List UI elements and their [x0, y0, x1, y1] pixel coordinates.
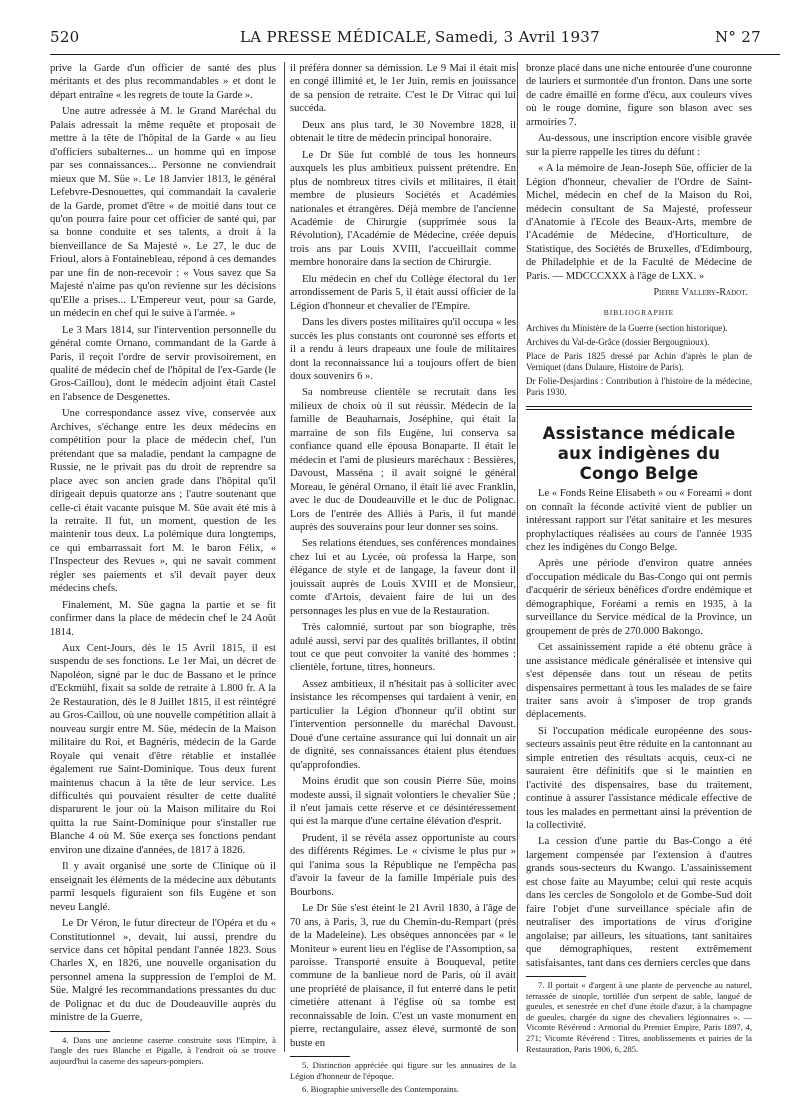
paragraph: Cet assainissement rapide a été obtenu grâce à une assistance médicale généralisée et intensive qui s'est dépensée dans tout un réseau de petits dispensaires permettant à tous les malades de se faire traiter sans avoir à s'imposer de trop grands déplacements. — [526, 642, 752, 721]
paragraph: bronze placé dans une niche entourée d'une couronne de lauriers et surmontée d'un fronton. Dans une sorte de cadre émaillé en forme d'écu, aux couleurs vives où le rouge domine, figure son blason avec ses armoiries 7. — [526, 63, 752, 128]
bibliography-heading: BIBLIOGRAPHIE — [603, 307, 675, 317]
column-divider-1 — [284, 62, 285, 1052]
paragraph: Si l'occupation médicale européenne des sous-secteurs assainis peut être réduite en la cantonnant au simple entretien des résultats acquis, ceux-ci ne sauraient être définitifs que si le maintien en l'activité des dispensaires, base du traitement, continue à assurer l'assistance médicale effective de tous les malades en permettant ainsi la prévention de la collectivité. — [526, 725, 752, 832]
paragraph: Le Dr Süe fut comblé de tous les honneurs auxquels les plus ambitieux puissent prétendre. En plus de nombreux titres civils et militaires, il était membre de plusieurs Sociétés et Académies nationales et étrangères. Déjà membre de l'ancienne Académie de Chirurgie (supprimée sous la Révolution), l'Académie de Médecine, créée depuis trois ans par Louis XVIII, l'accueillait comme membre honoraire dans la section de Chirurgie. — [290, 149, 516, 269]
paragraph: prive la Garde d'un officier de santé des plus méritants et des plus recommandables » et dont le départ entraîne « les regrets de toute la Garde ». — [50, 63, 276, 101]
footnote-rule — [50, 1031, 110, 1032]
article-title: Assistance médicale aux indigènes du Congo Belge — [542, 424, 736, 484]
paragraph: Prudent, il se révéla assez opportuniste au cours des différents Régimes. Le « civisme le plus pur » qui l'anima sous la République ne l'empêcha pas d'avoir la faveur de la famille Impériale puis des Bourbons. — [290, 832, 516, 898]
paragraph: Aux Cent-Jours, dès le 15 Avril 1815, il est suspendu de ses fonctions. Le 1er Mai, un décret de Napoléon, signé par le duc de Bassano et le prince d'Eckmühl, fixait sa solde de retraite à 1.800 fr. A la 2e Restauration, dès le 8 Juillet 1815, il est réintégré au Gros-Caillou, où une nouvelle compétition allait à nouveau surgir entre M. Süe, médecin de la Maison militaire du Roi, et Bagnéris, médecin de la Garde Royale qui venait d'être rétablie et installée également rue Saint-Dominique. Tous deux furent maintenus chacun à la tête de leur service. Les difficultés qui pouvaient résulter de cette dualité disparurent le jour où la Maison militaire du Roi quitta la rue Saint-Dominique pour s'installer rue Blanche 4 où M. Süe exerça ses fonctions pendant environ une dizaine d'années, de 1817 à 1826. — [50, 643, 276, 856]
footnote: 4. Dans une ancienne caserne construite sous l'Empire, à l'angle des rues Blanche et Pigalle, à l'endroit où se trouve aujourd'hui la caserne des sapeurs-pompiers. — [50, 1034, 276, 1066]
paragraph: Il y avait organisé une sorte de Clinique où il enseignait les éléments de la médecine aux débutants parmi lesquels figuraient son fils Eugène et son neveu Langlé. — [50, 861, 276, 913]
page-number: 520 — [50, 28, 80, 46]
paragraph: Une correspondance assez vive, conservée aux Archives, s'échange entre les deux médecins en compétition pour la place de médecin chef, l'un prétendant que sa maladie, pendant la campagne de Russie, ne le privait pas du droit de reprendre sa place avec son ancien grade dans l'hôpital qu'il dirigeait depuis quatorze ans ; l'autre soutenant que celle-ci était vacante puisque M. Süe avait été mis à la retraite. Il fut, un moment, question de les maintenir tous deux. La polémique dura longtemps, ce qui embarrassait fort M. le baron Félix, « l'Inspecteur des Revues », qui ne savait comment régler ses paiements et s'il devait payer deux médecins chefs. — [50, 408, 276, 595]
column-3 — [526, 62, 752, 1057]
paragraph: Le « Fonds Reine Elisabeth » ou « Foreami » dont on connaît la féconde activité vient de publier un intéressant rapport sur l'état sanitaire et les mesures prophylactiques réalisées au cours de l'année 1935 chez les indigènes du Congo Belge. — [526, 488, 752, 553]
paragraph: Moins érudit que son cousin Pierre Süe, moins modeste aussi, il signait volontiers le chevalier Süe ; il n'eut jamais cette réserve et ce désintéressement qui est la marque d'une certaine élévation d'esprit. — [290, 776, 516, 828]
paragraph: Une autre adressée à M. le Grand Maréchal du Palais adressait la même requête et proposait de mettre à la tête de l'hôpital de la Garde « au lieu d'officiers subalternes... un homme qui en impose par ses connaissances... Personne ne conviendrait mieux que M. Süe ». Le 18 Janvier 1813, le général Lefebvre-Desnouettes, qui commandait la cavalerie de la Garde, promet d'être « de moitié dans tout ce qu'on pourra faire pour cet officier de santé qui, par sa bonne conduite et ses talents, a droit à la bienveillance de Sa Majesté ». Le 27, le duc de Frioul, alors à Fontainebleau, répond à ces demandes par une fin de non-recevoir : « Vous savez que Sa Majesté n'aime pas qu'on revienne sur les décisions qu'Elle a prises... L'Empereur veut, pour sa Garde, un médecin en chef qui le suive à l'armée. » — [50, 106, 276, 320]
footnote: 6. Biographie universelle des Contemporains. — [302, 1084, 460, 1095]
column-divider-2 — [517, 62, 518, 1052]
paragraph: Finalement, M. Süe gagna la partie et se fit confirmer dans la place de médecin chef le 24 Août 1814. — [50, 599, 276, 638]
paragraph: Assez ambitieux, il n'hésitait pas à solliciter avec insistance les récompenses qui tardaient à venir, en particulier la Légion d'honneur qu'il obtint sur l'intervention personnelle du maréchal Davoust. Doué d'une certaine assurance qui lui donnait un air de dignité, ses connaissances étaient plus étendues qu'approfondies. — [290, 678, 516, 771]
journal-title: LA PRESSE MÉDICALE, — [240, 28, 432, 46]
issue-number: N° 27 — [715, 28, 761, 46]
column-1 — [50, 62, 276, 1070]
column-2 — [290, 62, 516, 1098]
section-rule — [526, 406, 752, 407]
footnote-rule — [290, 1056, 350, 1057]
paragraph: Le Dr Süe s'est éteint le 21 Avril 1830, à l'âge de 70 ans, à Paris, 3, rue du Chemin-du-Rempart (près de la Madeleine). Les obsèques annoncées par « le Moniteur » eurent lieu en l'église de l'Assomption, sa paroisse. Transporté ensuite à Bouqueval, petite commune de la banlieue nord de Paris, où il avait une propriété de plaisance, il fut enterré dans le petit cimetière attenant à l'église où sa tombe est reconnaissable de loin. C'est un vaste monument en pierre, rectangulaire, assez élevé, surmonté de son buste en — [290, 903, 516, 1049]
footnote-rule — [526, 976, 586, 977]
paragraph: Au-dessous, une inscription encore visible gravée sur la pierre rappelle les titres du défunt : — [526, 133, 752, 158]
footnote: 5. Distinction appréciée qui figure sur les annuaires de la Légion d'honneur de l'époque. — [290, 1060, 516, 1081]
paragraph: La cession d'une partie du Bas-Congo a été largement compensée par l'extension à d'autres grands sous-secteurs du Kwango. L'assainissement est chose faite au Mayumbe; celui qui reste acquis dans les cercles de Songololo et de Gombe-Sud doit faire l'objet d'une surveillance spéciale afin de neutraliser des importations de virus d'origine angolaise; par ailleurs, les situations, tant sanitaires que démographiques, restent extrêmement satisfaisantes, tant dans ces derniers cercles que dans — [526, 836, 752, 969]
issue-date: Samedi, 3 Avril 1937 — [435, 28, 600, 46]
paragraph: il préféra donner sa démission. Le 9 Mai il était mis en congé illimité et, le 1er Juin, remis en jouissance de sa pension de retraite. C'est le Dr Vitrac qui lui succéda. — [290, 63, 516, 115]
paragraph: Après une période d'environ quatre années d'occupation médicale du Bas-Congo qui ont permis d'acquérir de sérieux bénéfices d'ordre endémique et démographique, Foréami a remis en 1935, à la surveillance du Service médical de la Province, un groupement de près de 270.000 Bakongo. — [526, 558, 752, 637]
paragraph: Ses relations étendues, ses conférences mondaines chez lui et au Lycée, où professa la Harpe, son élégance de style et de langage, la faveur dont il jouissait auprès de Louis XVIII et de Monsieur, comte d'Artois, devaient faire de lui un des personnages les plus en vue de la Restauration. — [290, 538, 516, 617]
inscription-quote: « A la mémoire de Jean-Joseph Süe, officier de la Légion d'honneur, chevalier de l'Ordre de Saint-Michel, médecin en chef de la Maison du Roi, médecin consultant de Sa Majesté, professeur d'Anatomie à l'Ecole des Beaux-Arts, membre de l'Académie de Médecine, d'Horticulture, de Statistique, des Sociétés de Bruxelles, d'Edimbourg, de Philadelphie et de la Faculté de Médecine de Paris. — MDCCCXXX à l'âge de LXX. » — [526, 163, 752, 282]
paragraph: Le Dr Véron, le futur directeur de l'Opéra et du « Constitutionnel », devait, lui aussi, prendre du service dans cet hôpital pendant l'année 1823. Sous Charles X, en 1826, une nouvelle organisation du personnel amena la suppression de l'emploi de M. Süe. Malgré les recommandations pressantes du duc de Polignac et du duc de Doudeauville auprès du ministre de la Guerre, — [50, 918, 276, 1024]
paragraph: Très calomnié, surtout par son biographe, très adulé aussi, servi par des qualités brillantes, il obtint tout ce que peut convoiter la vanité des hommes : clientèle, fortune, titres, honneurs. — [290, 622, 516, 674]
paragraph: Elu médecin en chef du Collège électoral du 1er arrondissement de Paris 5, il était aussi officier de la Légion d'honneur et chevalier de l'Empire. — [290, 273, 516, 312]
header-rule — [50, 54, 780, 55]
bibliography-entry: Archives du Val-de-Grâce (dossier Bergougnioux). — [526, 337, 710, 348]
bibliography-entry: Place de Paris 1825 dressé par Achin d'après le plan de Verniquet (dans Dulaure, Histoire de Paris). — [526, 351, 752, 373]
paragraph: Le 3 Mars 1814, sur l'intervention personnelle du général comte Ornano, commandant de la Garde à Paris, il reçoit l'ordre de servir provisoirement, en qualité de médecin chef de l'hôpital de l'ex-Garde (le Gros-Caillou), dont le médecin adjoint était Castel en l'absence de Desgenettes. — [50, 324, 276, 403]
paragraph: Dans les divers postes militaires qu'il occupa « les succès les plus constants ont couronné ses efforts et il a rendu à leurs drapeaux une foule de militaires dont la reconnaissance lui a toujours offert de bien doux souvenirs 6 ». — [290, 317, 516, 382]
footnote: 7. Il portait « d'argent à une plante de pervenche au naturel, terrassée de sinople, tortillée d'un serpent de sable, langué de gueules, et senestrée en chef d'une étoile d'azur, à la champagne de gueules, chargée du signe des chevaliers légionnaires ». — Vicomte Révérend : Armorial du Premier Empire, Paris 1897, 4, 271; Vicomte Révérend : Titres, anoblissements et pairies de la Restauration, Paris 1906, 6, 285. — [526, 980, 752, 1054]
paragraph: Sa nombreuse clientèle se recrutait dans les milieux de choix où il sut réussir. Médecin de la famille de Beauharnais, Joséphine, qui était la marraine de son fils Eugène, lui conserva sa confiance quand elle épousa Bonaparte. Il était le médecin et l'ami de plusieurs maréchaux : Bessières, Davoust, Masséna ; il avait soigné le général Moreau, le général Ornano, il était lié avec Franklin, avec le duc de Doudeauville et le duc de Polignac. Lors de l'entrée des Alliés à Paris, il fut mandé auprès des souverains pour leur donner ses soins. — [290, 387, 516, 533]
paragraph: Deux ans plus tard, le 30 Novembre 1828, il obtenait le titre de médecin principal honoraire. — [290, 119, 516, 145]
page-header — [50, 28, 780, 52]
bibliography-entry: Archives du Ministère de la Guerre (section historique). — [526, 323, 728, 334]
author-signature: Pierre Vallery-Radot. — [653, 287, 748, 299]
section-rule — [526, 409, 752, 410]
bibliography-entry: Dr Folie-Desjardins : Contribution à l'histoire de la médecine, Paris 1930. — [526, 376, 752, 398]
